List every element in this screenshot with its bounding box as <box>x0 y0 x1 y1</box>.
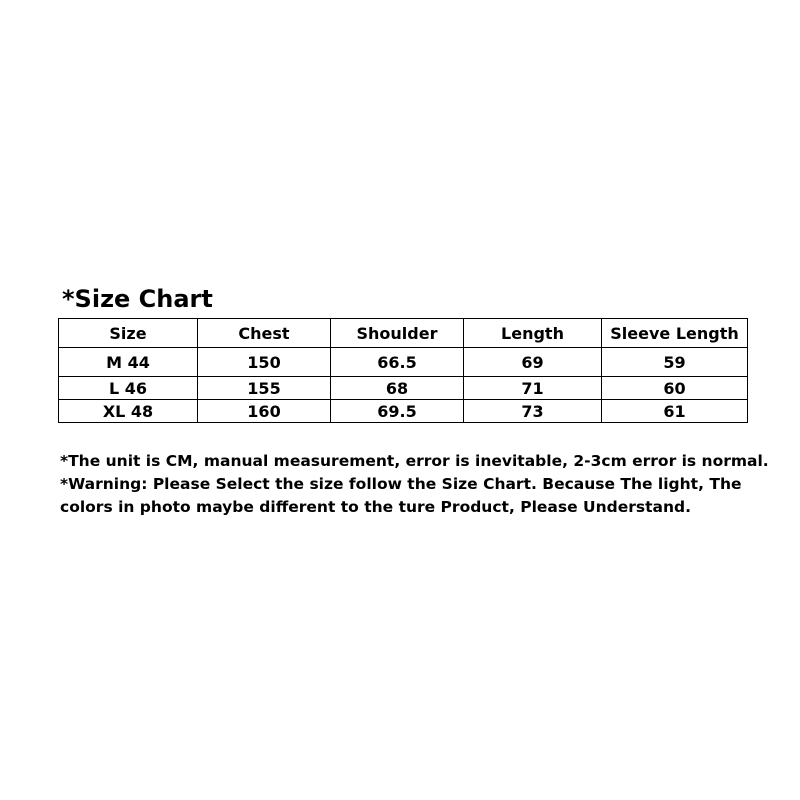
unit-note: *The unit is CM, manual measurement, error is inevitable, 2-3cm error is normal. <box>60 452 769 470</box>
cell-size: L 46 <box>59 377 198 400</box>
cell-chest: 160 <box>198 400 331 423</box>
cell-chest: 155 <box>198 377 331 400</box>
cell-length: 69 <box>464 348 602 377</box>
header-sleeve-length: Sleeve Length <box>602 319 748 348</box>
header-chest: Chest <box>198 319 331 348</box>
cell-sleeve-length: 60 <box>602 377 748 400</box>
cell-sleeve-length: 59 <box>602 348 748 377</box>
cell-shoulder: 66.5 <box>331 348 464 377</box>
table-header-row <box>59 319 748 348</box>
cell-size: M 44 <box>59 348 198 377</box>
cell-shoulder: 69.5 <box>331 400 464 423</box>
table-row <box>59 400 748 423</box>
cell-sleeve-length: 61 <box>602 400 748 423</box>
cell-size: XL 48 <box>59 400 198 423</box>
cell-length: 73 <box>464 400 602 423</box>
warning-note-line-1: *Warning: Please Select the size follow the Size Chart. Because The light, The <box>60 475 742 493</box>
cell-shoulder: 68 <box>331 377 464 400</box>
cell-length: 71 <box>464 377 602 400</box>
table-row <box>59 377 748 400</box>
size-chart-table <box>58 318 748 423</box>
warning-note-line-2: colors in photo maybe different to the ture Product, Please Understand. <box>60 498 691 516</box>
notes-block <box>60 450 770 519</box>
cell-chest: 150 <box>198 348 331 377</box>
header-shoulder: Shoulder <box>331 319 464 348</box>
header-size: Size <box>59 319 198 348</box>
table-row <box>59 348 748 377</box>
size-chart-title: *Size Chart <box>62 285 213 313</box>
header-length: Length <box>464 319 602 348</box>
